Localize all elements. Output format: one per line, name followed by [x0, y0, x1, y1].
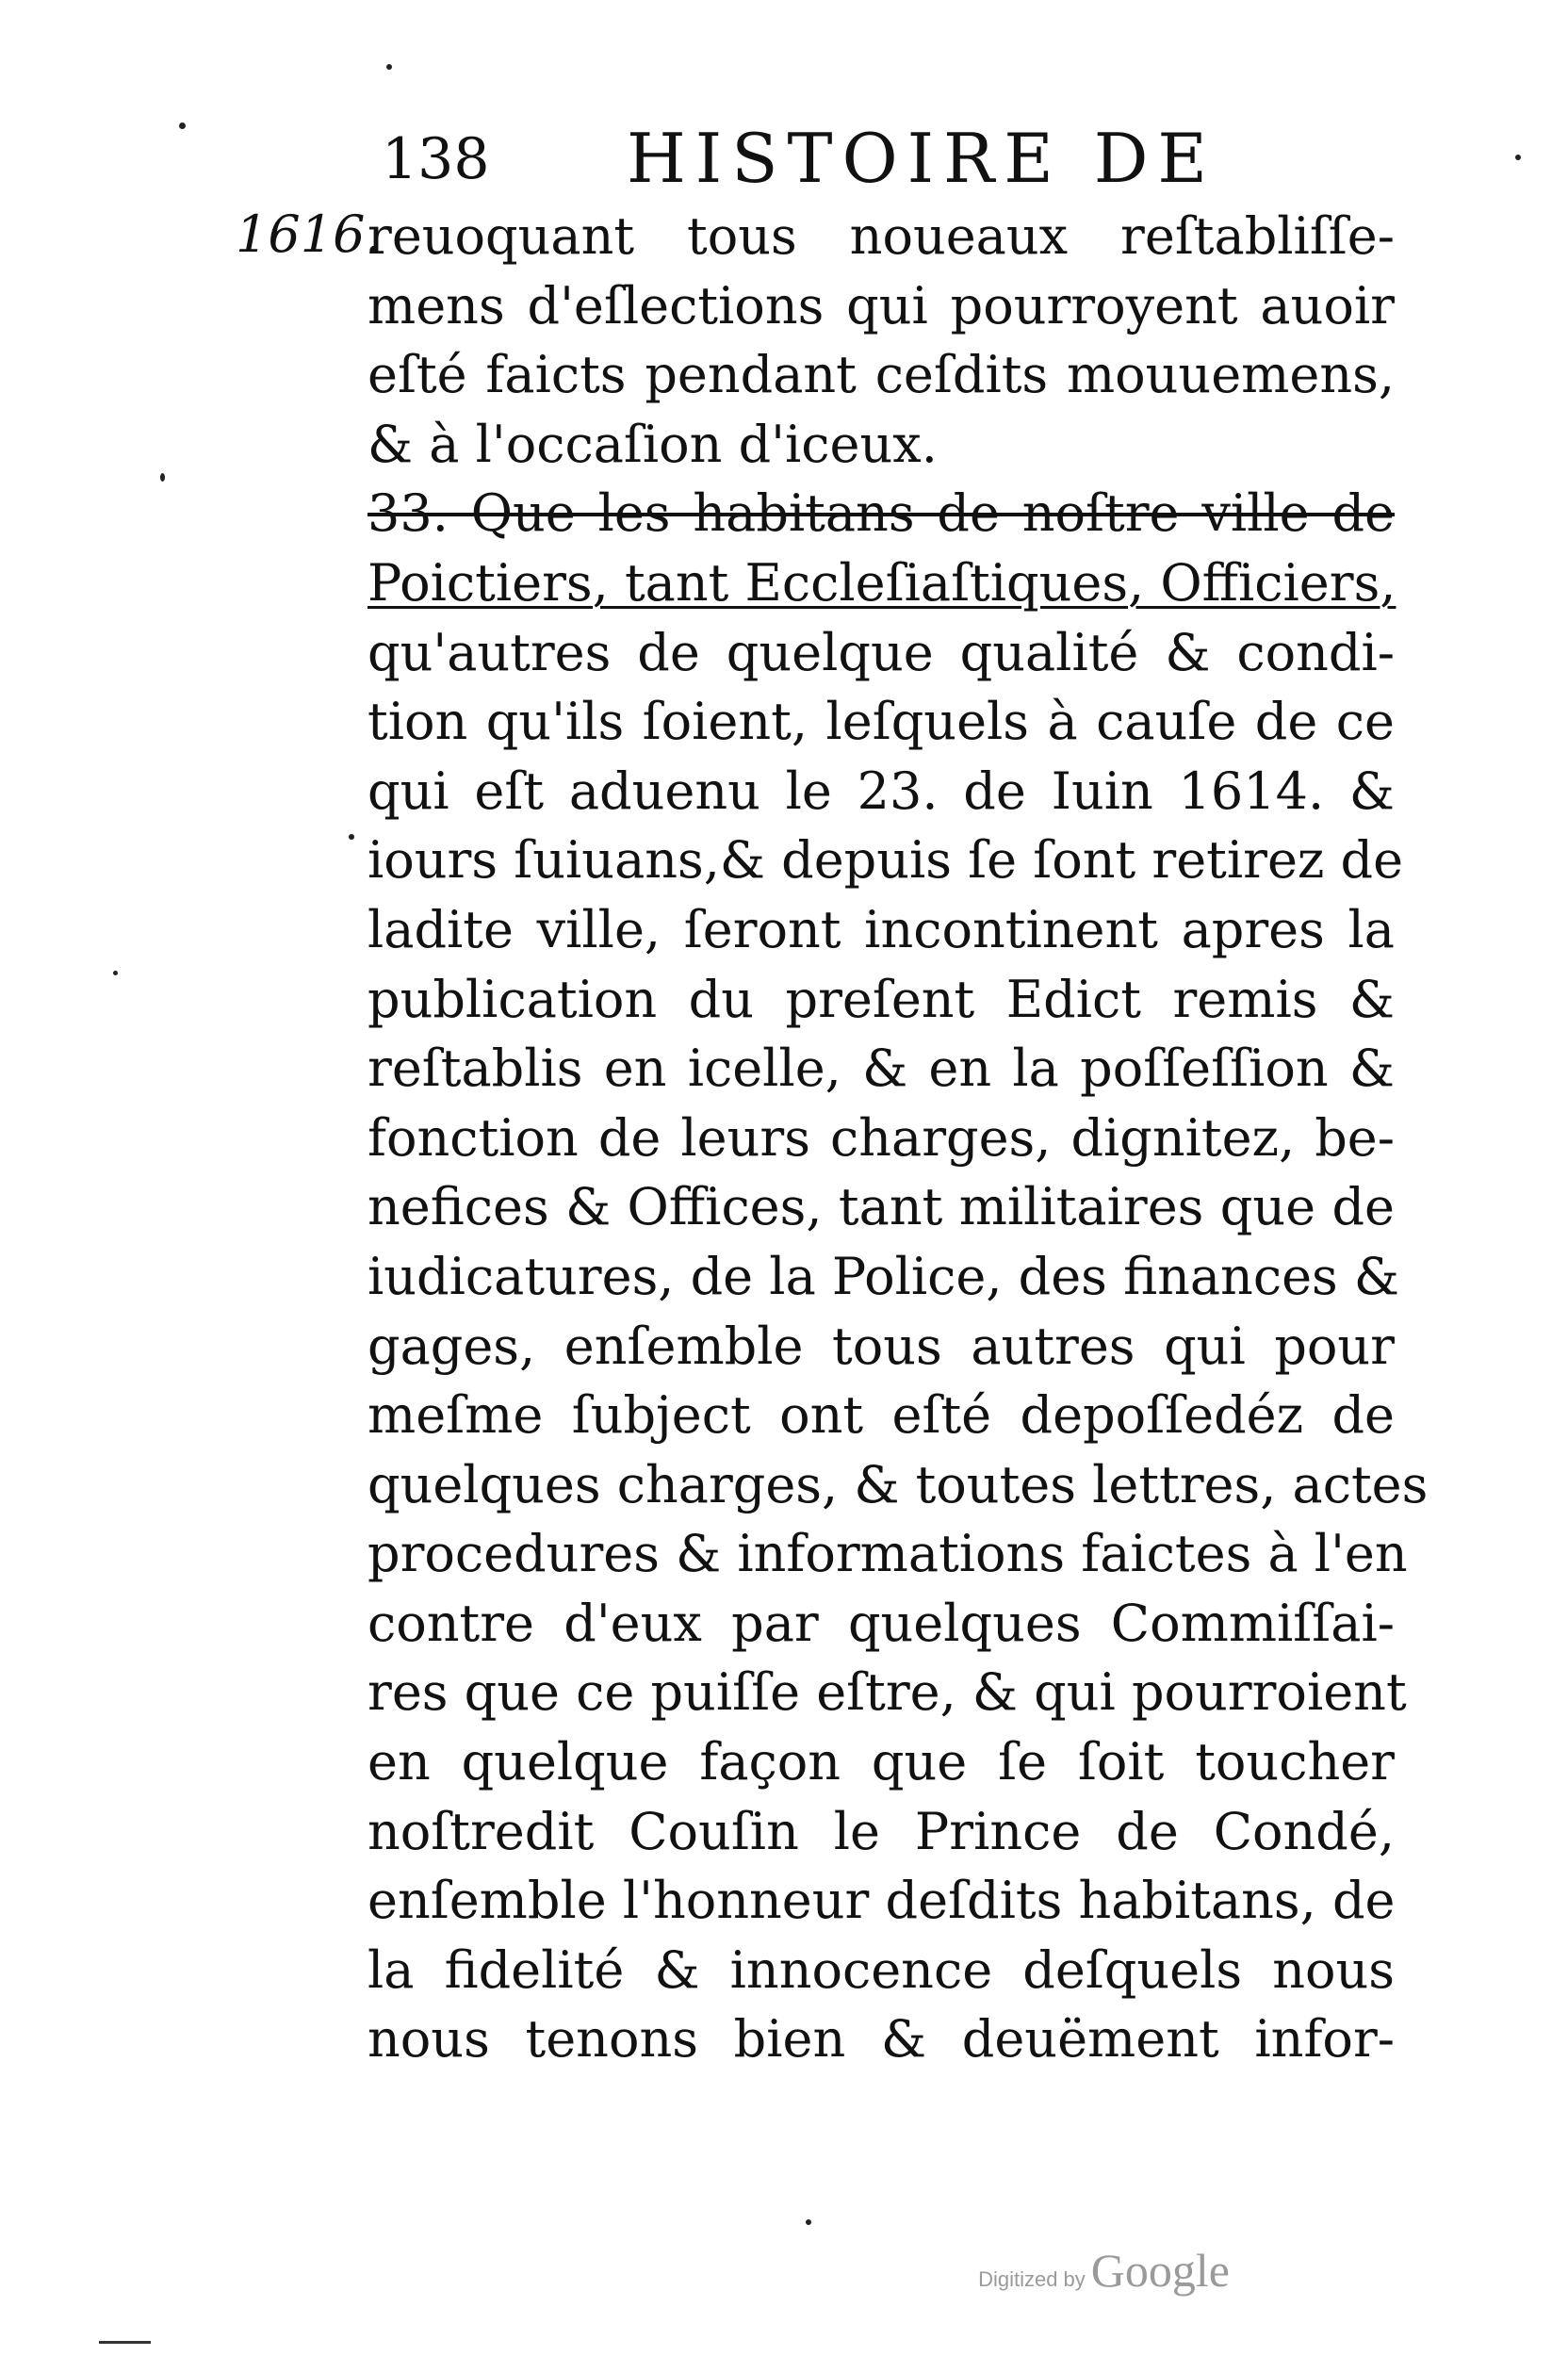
text-line: eſté faicts pendant ceſdits mouuemens,	[368, 345, 1395, 405]
text-line: en quelque façon que ſe ſoit toucher	[368, 1732, 1395, 1792]
ink-speck	[806, 2219, 811, 2225]
text-line: procedures & informations faictes à l'en	[368, 1524, 1408, 1584]
text-line: noſtredit Couſin le Prince de Condé,	[368, 1801, 1395, 1861]
text-line: meſme ſubject ont eſté depoſſedéz de	[368, 1385, 1395, 1446]
text-line-underlined: Poictiers, tant Eccleſiaſtiques, Officiers,	[368, 552, 1396, 613]
text-line: enſemble l'honneur deſdits habitans, de	[368, 1871, 1396, 1931]
text-line: quelques charges, & toutes lettres, actes	[368, 1454, 1429, 1514]
text-line: ladite ville, ſeront incontinent apres la	[368, 899, 1395, 959]
text-line: tion qu'ils ſoient, leſquels à cauſe de ce	[368, 692, 1395, 752]
text-line: qui eſt aduenu le 23. de Iuin 1614. &	[368, 761, 1395, 821]
ink-speck	[349, 834, 354, 840]
digitization-watermark	[909, 2243, 1230, 2299]
text-line: nefices & Offices, tant militaires que de	[368, 1177, 1395, 1237]
text-line: res que ce puiſſe eſtre, & qui pourroient	[368, 1662, 1407, 1723]
text-line: nous tenons bien & deuëment infor-	[368, 2009, 1395, 2070]
text-line: reſtablis en icelle, & en la poſſeſſion &	[368, 1039, 1395, 1099]
text-line: gages, enſemble tous autres qui pour	[368, 1316, 1395, 1376]
page-header	[0, 115, 1568, 200]
watermark-prefix: Digitized by	[978, 2267, 1086, 2291]
text-line: reuoquant tous noueaux reſtabliſſe-	[368, 206, 1395, 266]
text-line: fonction de leurs charges, dignitez, be-	[368, 1107, 1395, 1168]
text-line: qu'autres de quelque qualité & condi-	[368, 622, 1395, 682]
watermark-logo: Google	[1090, 2244, 1230, 2297]
text-line: contre d'eux par quelques Commiſſai-	[368, 1593, 1395, 1653]
body-text	[368, 202, 1429, 2074]
text-line: mens d'eſlections qui pourroyent auoir	[368, 275, 1395, 335]
margin-year-note: 1616.	[236, 205, 382, 264]
text-line: iudicatures, de la Police, des finances &	[368, 1246, 1399, 1306]
text-line: iours ſuiuans,& depuis ſe ſont retirez de	[368, 830, 1404, 891]
text-line: publication du preſent Edict remis &	[368, 969, 1395, 1029]
text-line-struck: 33. Que les habitans de noſtre ville de	[368, 483, 1395, 544]
text-line: & à l'occaſion d'iceux.	[368, 414, 938, 474]
ink-speck	[160, 473, 165, 482]
running-title: HISTOIRE DE	[627, 119, 1217, 198]
ink-speck	[179, 123, 186, 129]
ink-speck	[386, 64, 392, 70]
page-number: 138	[382, 126, 490, 192]
ink-speck	[113, 971, 118, 975]
text-line: la fidelité & innocence deſquels nous	[368, 1939, 1395, 2000]
edge-mark	[99, 2341, 151, 2344]
ink-speck	[1515, 155, 1521, 160]
